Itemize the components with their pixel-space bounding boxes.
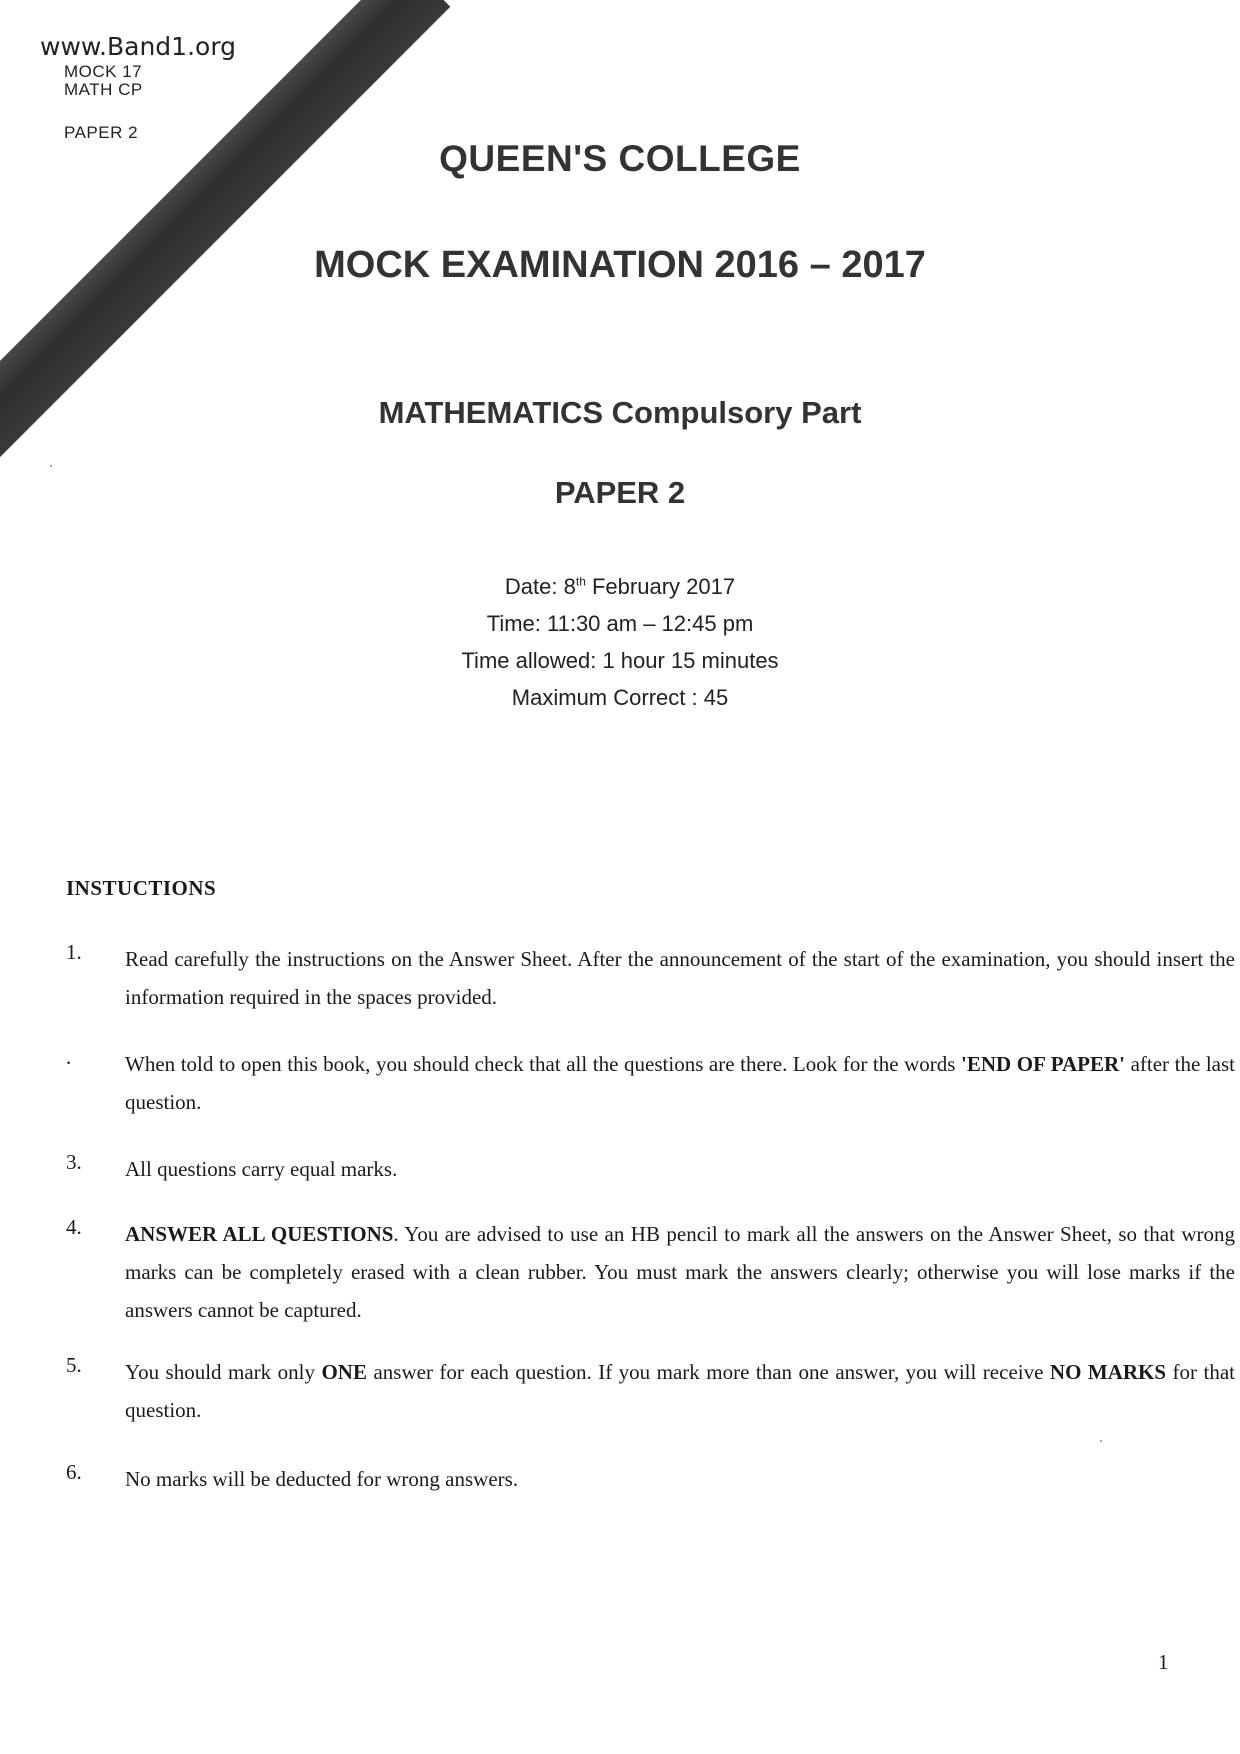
- scan-speck: [1100, 1440, 1102, 1442]
- corner-code-paper: PAPER 2: [64, 123, 139, 142]
- instruction-text: All questions carry equal marks.: [125, 1157, 398, 1181]
- time-allowed: Time allowed: 1 hour 15 minutes: [461, 648, 779, 673]
- instruction-number: .: [66, 1045, 72, 1069]
- exam-time: Time: 11:30 am – 12:45 pm: [486, 611, 754, 636]
- exam-title: MOCK EXAMINATION 2016 – 2017: [314, 244, 926, 286]
- exam-date: Date: 8th February 2017: [504, 574, 736, 599]
- instruction-text: You should mark only ONE answer for each question. If you mark more than one answer, you will receive NO MARKS for that question.: [125, 1360, 1235, 1422]
- page-number: 1: [1158, 1650, 1169, 1674]
- watermark-url: www.Band1.org: [40, 32, 237, 61]
- school-name: QUEEN'S COLLEGE: [439, 138, 801, 179]
- maximum-correct: Maximum Correct : 45: [511, 685, 729, 710]
- date-ordinal: th: [575, 574, 586, 589]
- instruction-number: 5.: [66, 1353, 82, 1377]
- instruction-number: 1.: [66, 940, 82, 964]
- subject-title: MATHEMATICS Compulsory Part: [378, 395, 862, 430]
- corner-code-mock: MOCK 17: [64, 62, 143, 81]
- instruction-text: When told to open this book, you should check that all the questions are there. Look for the words 'END OF PAPER' after the last question.: [125, 1052, 1235, 1114]
- scan-speck: [50, 465, 52, 467]
- instruction-number: 3.: [66, 1150, 82, 1174]
- instruction-text: Read carefully the instructions on the Answer Sheet. After the announcement of the start of the examination, you should insert the information required in the spaces provided.: [125, 947, 1235, 1009]
- instruction-number: 6.: [66, 1460, 82, 1484]
- corner-code-subject: MATH CP: [64, 80, 143, 99]
- paper-title: PAPER 2: [554, 475, 686, 510]
- instruction-text: No marks will be deducted for wrong answers.: [125, 1467, 519, 1491]
- instruction-number: 4.: [66, 1215, 82, 1239]
- instructions-heading: INSTUCTIONS: [66, 876, 217, 900]
- instruction-text: ANSWER ALL QUESTIONS. You are advised to use an HB pencil to mark all the answers on the Answer Sheet, so that wrong marks can be completely erased with a clean rubber. You must mark the answers clearly; otherwise you will lose marks if the answers cannot be captured.: [125, 1222, 1235, 1322]
